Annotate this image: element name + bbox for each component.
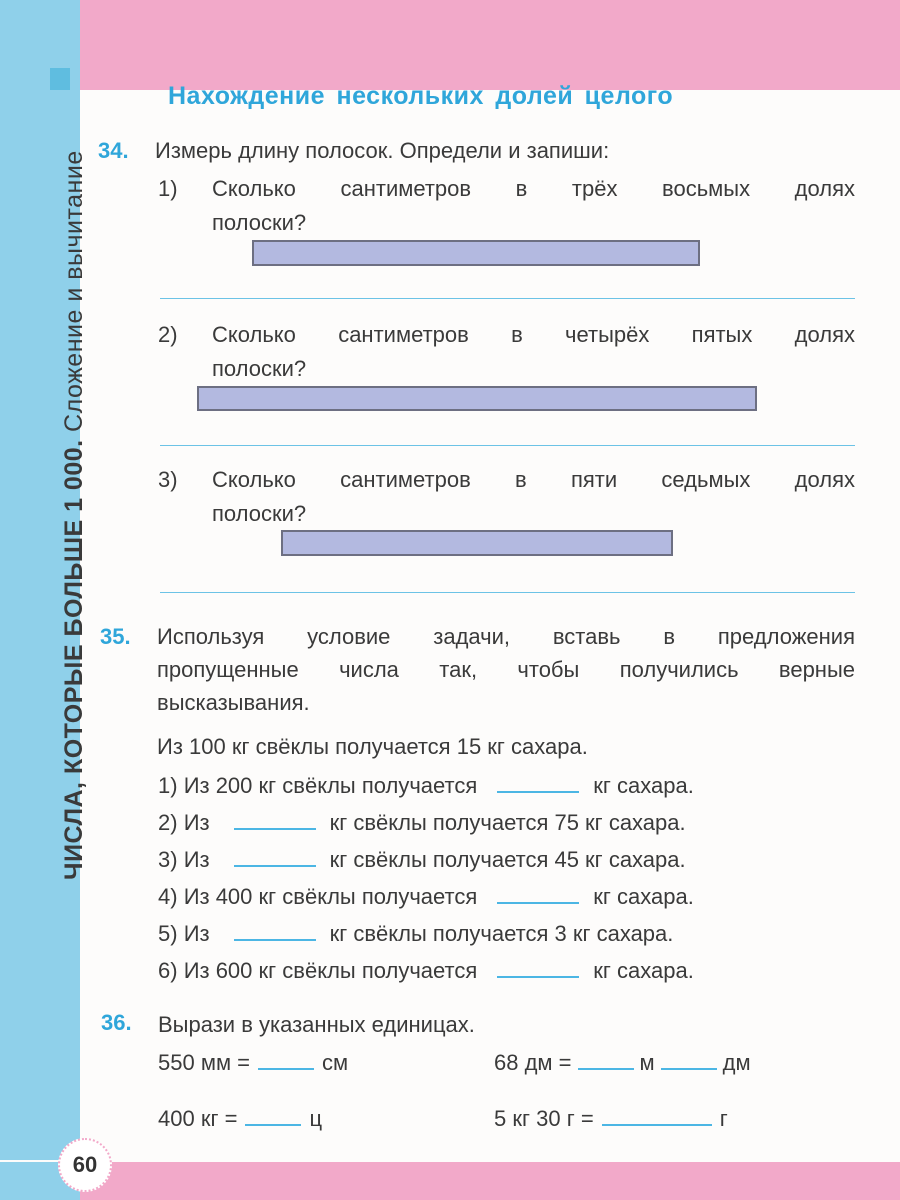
unit-text: ц: [309, 1106, 323, 1131]
bottom-band: [0, 1162, 900, 1200]
blank[interactable]: [661, 1068, 717, 1070]
item-number: 2): [158, 322, 178, 347]
statement-3: [158, 847, 686, 873]
item-number: 2): [158, 810, 178, 835]
answer-line[interactable]: [160, 592, 855, 593]
statement-1: [158, 773, 694, 799]
conversion-3: [158, 1106, 322, 1132]
item-number: 1): [158, 773, 178, 798]
answer-line[interactable]: [160, 445, 855, 446]
conversion-text: 5 кг 30 г =: [494, 1106, 594, 1131]
chapter-title: [60, 150, 89, 880]
page-number: 60: [58, 1138, 112, 1192]
statement-text: Из 400 кг свёклы получается: [183, 884, 478, 909]
statement-text: кг сахара.: [593, 773, 694, 798]
exercise-text: высказывания.: [157, 690, 310, 715]
conversion-1: [158, 1050, 348, 1076]
question-text: Сколько сантиметров в трёх восьмых долях: [212, 176, 855, 201]
conversion-2: [494, 1050, 751, 1076]
condition-text: Из 100 кг свёклы получается 15 кг сахара.: [157, 734, 588, 759]
conversion-4: [494, 1106, 728, 1132]
item-number: 3): [158, 847, 178, 872]
item-number: 5): [158, 921, 178, 946]
page-title: Нахождение нескольких долей целого: [168, 82, 674, 110]
blank[interactable]: [497, 902, 579, 904]
top-band: [80, 0, 900, 90]
exercise-intro: Измерь длину полосок. Определи и запиши:: [155, 138, 610, 163]
exercise-text: пропущенные числа так, чтобы получились верные: [157, 657, 855, 682]
question-text: полоски?: [212, 210, 307, 235]
statement-text: Из 200 кг свёклы получается: [183, 773, 478, 798]
chapter-marker: [50, 68, 70, 90]
statement-text: кг сахара.: [593, 884, 694, 909]
exercise-text: Используя условие задачи, вставь в предложения: [157, 624, 855, 649]
statement-4: [158, 884, 694, 910]
blank[interactable]: [602, 1124, 712, 1126]
unit-text: м: [639, 1050, 655, 1075]
item-number: 1): [158, 176, 178, 201]
blank[interactable]: [245, 1124, 301, 1126]
statement-text: кг свёклы получается 45 кг сахара.: [329, 847, 686, 872]
chapter-bold: ЧИСЛА, КОТОРЫЕ БОЛЬШЕ 1 000.: [60, 439, 88, 880]
chapter-rest: Сложение и вычитание: [60, 150, 88, 432]
statement-2: [158, 810, 686, 836]
blank[interactable]: [497, 791, 579, 793]
question-text: Сколько сантиметров в пяти седьмых долях: [212, 467, 855, 492]
unit-text: см: [322, 1050, 349, 1075]
item-number: 4): [158, 884, 178, 909]
blank[interactable]: [234, 939, 316, 941]
blank[interactable]: [578, 1068, 634, 1070]
question-text: полоски?: [212, 501, 307, 526]
question-text: полоски?: [212, 356, 307, 381]
blank[interactable]: [497, 976, 579, 978]
strip-2: [197, 386, 757, 411]
question-text: Сколько сантиметров в четырёх пятых долях: [212, 322, 855, 347]
statement-text: Из: [183, 921, 210, 946]
blank[interactable]: [258, 1068, 314, 1070]
statement-text: Из: [183, 847, 210, 872]
statement-text: Из: [183, 810, 210, 835]
blank[interactable]: [234, 865, 316, 867]
exercise-intro: Вырази в указанных единицах.: [158, 1012, 475, 1037]
conversion-text: 550 мм =: [158, 1050, 251, 1075]
statement-6: [158, 958, 694, 984]
exercise-number: 35.: [100, 624, 131, 649]
unit-text: г: [719, 1106, 728, 1131]
statement-text: кг свёклы получается 3 кг сахара.: [329, 921, 674, 946]
unit-text: дм: [722, 1050, 751, 1075]
item-number: 3): [158, 467, 178, 492]
statement-5: [158, 921, 673, 947]
conversion-text: 68 дм =: [494, 1050, 572, 1075]
strip-1: [252, 240, 700, 266]
exercise-number: 36.: [101, 1010, 132, 1035]
exercise-number: 34.: [98, 138, 129, 163]
strip-3: [281, 530, 673, 556]
conversion-text: 400 кг =: [158, 1106, 238, 1131]
item-number: 6): [158, 958, 178, 983]
blank[interactable]: [234, 828, 316, 830]
answer-line[interactable]: [160, 298, 855, 299]
statement-text: Из 600 кг свёклы получается: [183, 958, 478, 983]
statement-text: кг свёклы получается 75 кг сахара.: [329, 810, 686, 835]
statement-text: кг сахара.: [593, 958, 694, 983]
